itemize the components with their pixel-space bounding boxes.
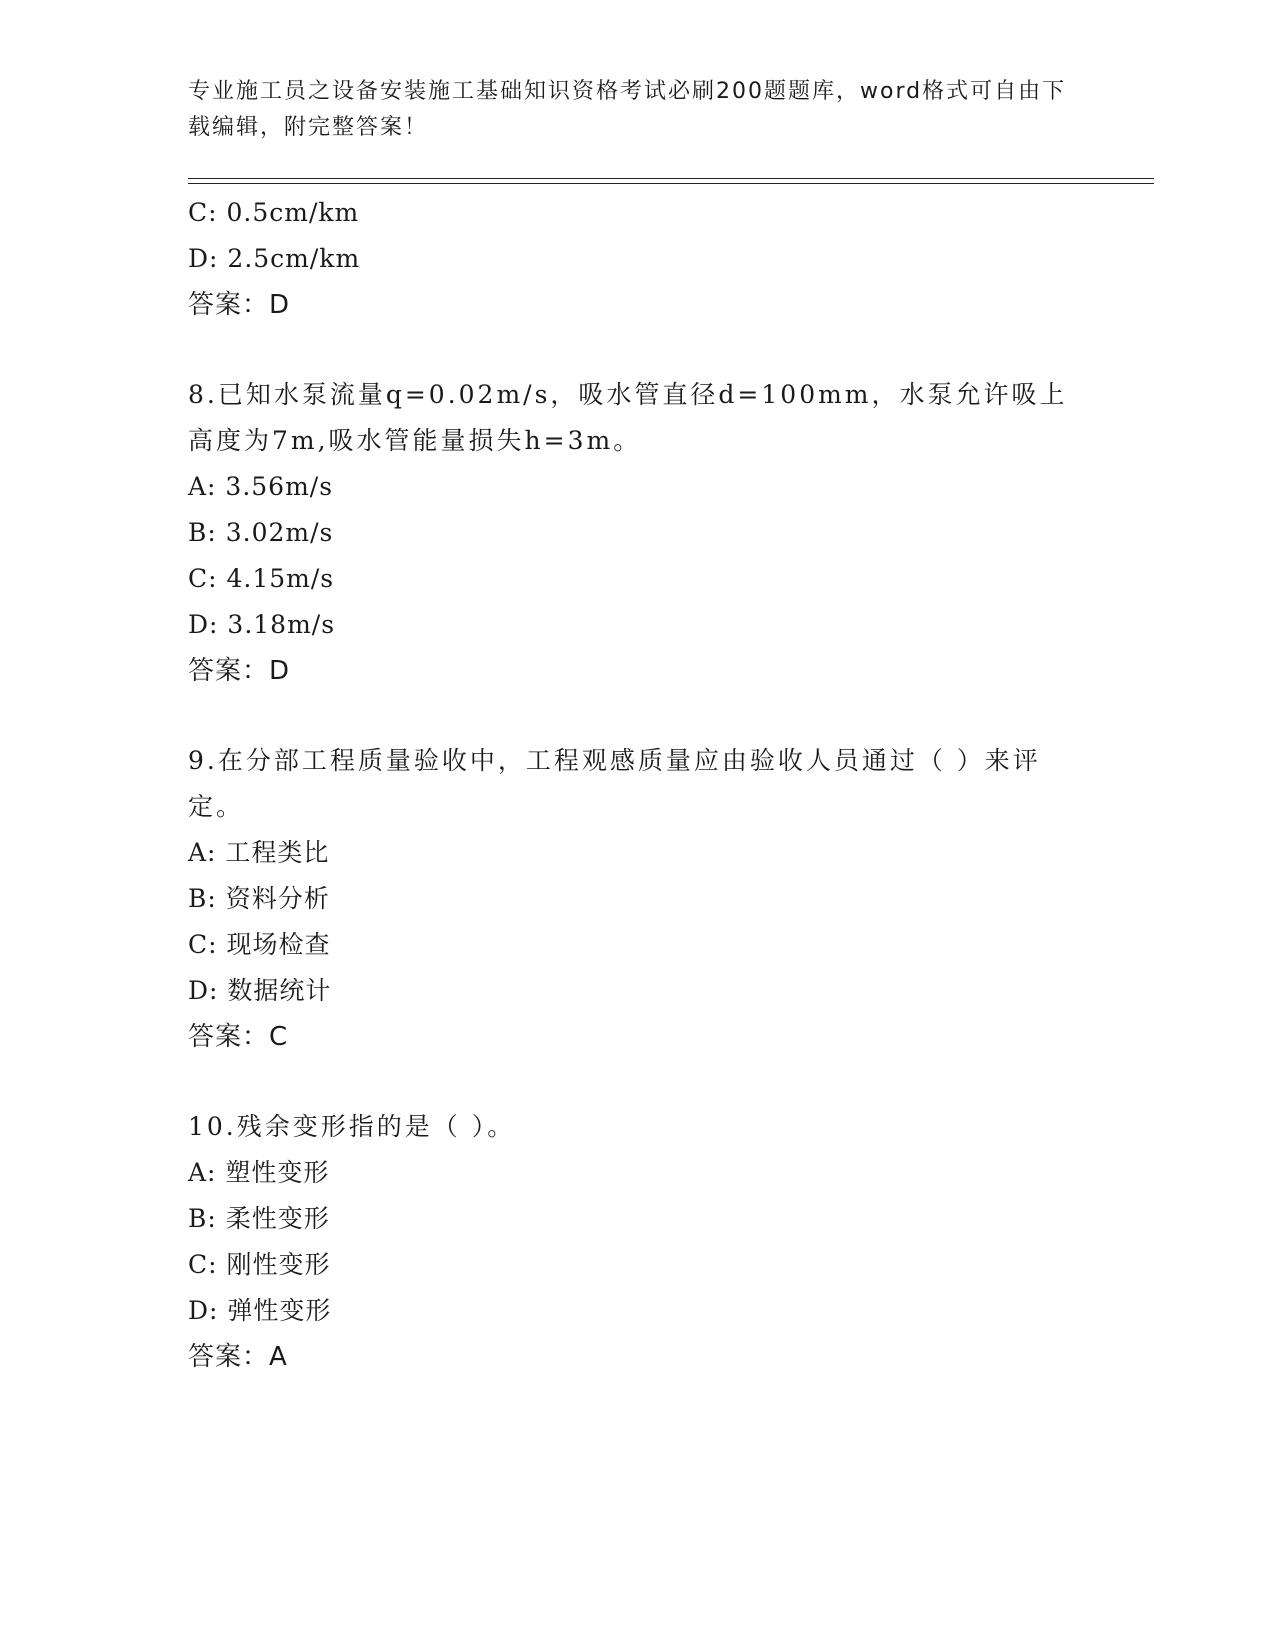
document-header: 专业施工员之设备安装施工基础知识资格考试必刷200题题库，word格式可自由下载编辑，附完整答案！: [188, 79, 1067, 140]
option-b: B: 柔性变形: [188, 1204, 330, 1233]
option-a: A: 3.56m/s: [188, 472, 334, 501]
question-stem: 8.已知水泵流量q=0.02m/s，吸水管直径d=100mm，水泵允许吸上高度为7m,吸水管能量损失h=3m。: [188, 380, 1068, 455]
answer-label: 答案：C: [188, 1022, 289, 1052]
question-block-prev: [188, 190, 1088, 328]
option-c: C: 现场检查: [188, 930, 331, 959]
header-rule-top: [188, 178, 1154, 179]
question-stem: 10.残余变形指的是（ ）。: [188, 1112, 516, 1141]
option-c: C: 0.5cm/km: [188, 198, 360, 227]
option-a: A: 塑性变形: [188, 1158, 330, 1187]
answer-label: 答案：D: [188, 290, 291, 320]
question-block-10: [188, 1104, 1088, 1380]
option-d: D: 数据统计: [188, 976, 332, 1005]
question-block-9: [188, 738, 1088, 1060]
option-d: D: 2.5cm/km: [188, 244, 361, 273]
option-c: C: 刚性变形: [188, 1250, 331, 1279]
answer-label: 答案：A: [188, 1342, 288, 1372]
header-rule-bottom: [188, 183, 1154, 184]
option-b: B: 资料分析: [188, 884, 330, 913]
document-body: [188, 190, 1088, 1380]
question-stem: 9.在分部工程质量验收中，工程观感质量应由验收人员通过（ ）来评定。: [188, 746, 1041, 821]
option-a: A: 工程类比: [188, 838, 330, 867]
option-b: B: 3.02m/s: [188, 518, 334, 547]
option-d: D: 3.18m/s: [188, 610, 336, 639]
option-c: C: 4.15m/s: [188, 564, 335, 593]
answer-label: 答案：D: [188, 656, 291, 686]
question-block-8: [188, 372, 1088, 694]
option-d: D: 弹性变形: [188, 1296, 332, 1325]
